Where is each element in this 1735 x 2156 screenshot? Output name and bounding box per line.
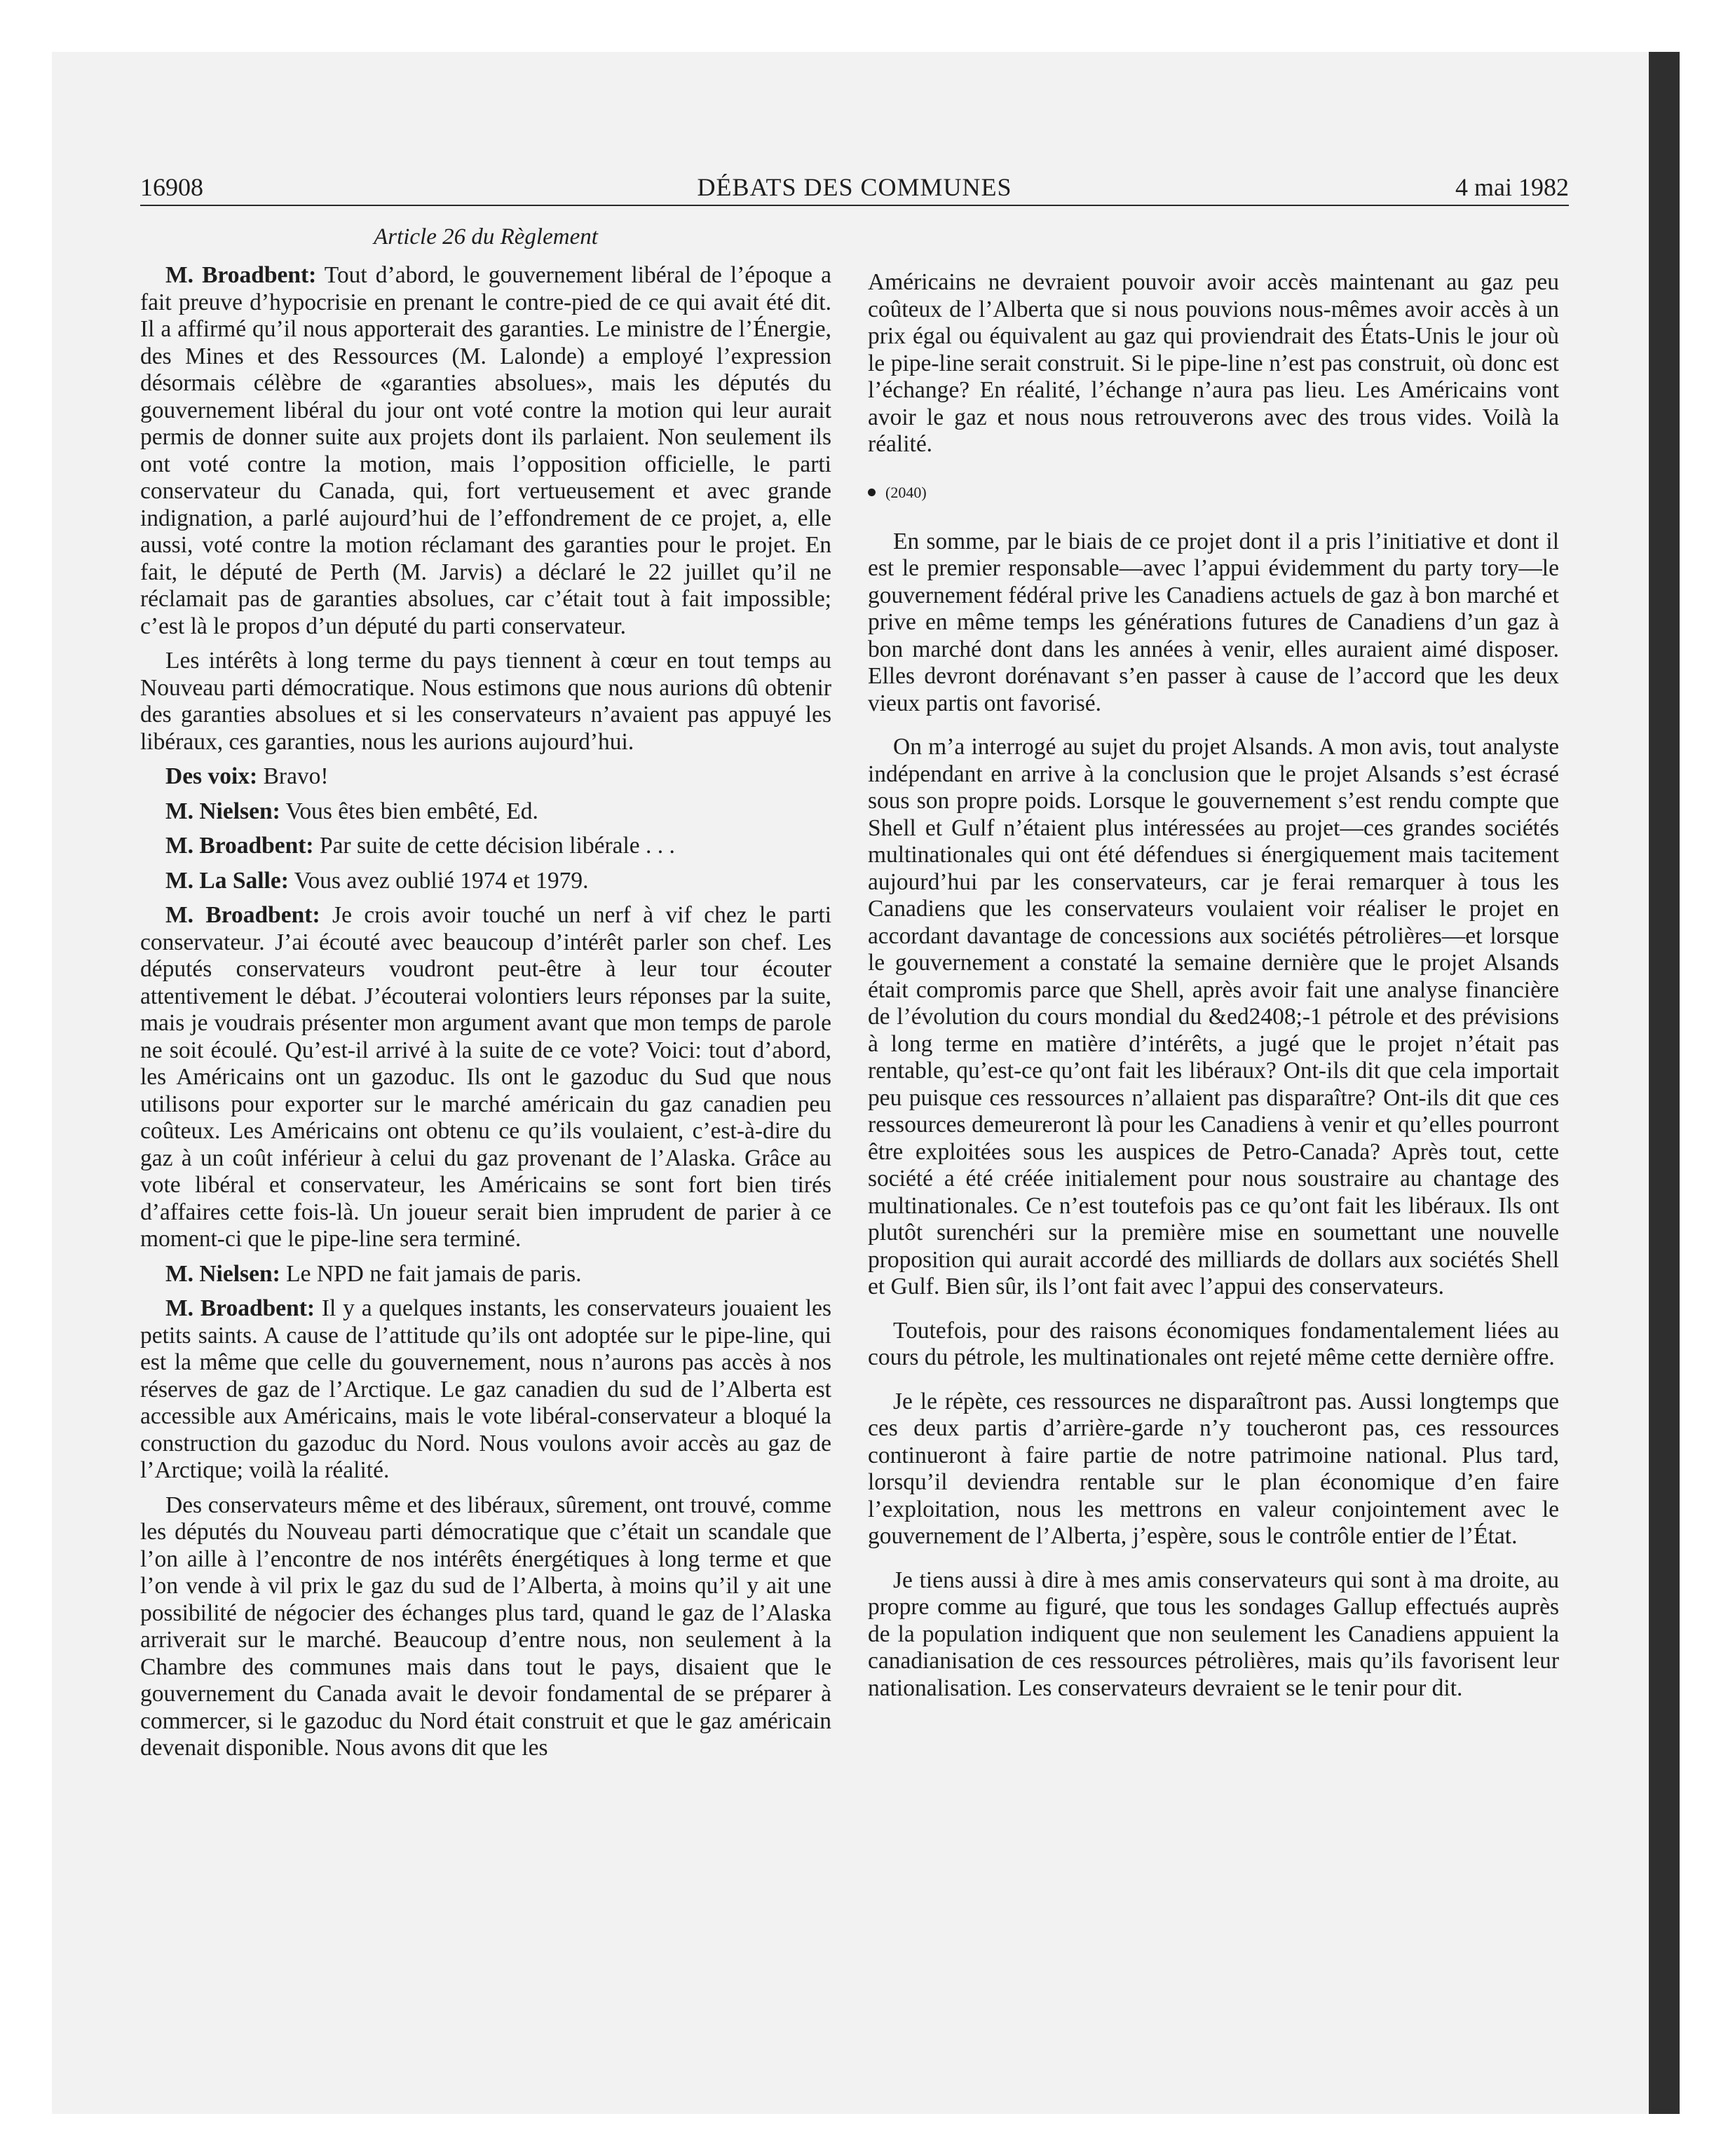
- speech-paragraph: [140, 1261, 831, 1288]
- speech-paragraph: [140, 868, 831, 895]
- right-column: [868, 269, 1559, 1702]
- speech-text: Tout d’abord, le gouvernement libéral de l’époque a fait preuve d’hypocrisie en prenant le contre-pied de ce qui avait été dit. Il a affirmé qu’il nous apporterait des garanties. Le ministre de l’Énergie, des Mines et des Ressources (M. Lalonde) a employé l’expression désormais célèbre de «garanties absolues», mais les députés du gouvernement libéral du jour ont voté contre la motion qui leur aurait permis de donner suite aux projets dont ils parlaient. Non seulement ils ont voté contre la motion, mais l’opposition officielle, le parti conservateur du Canada, qui, fort vertueusement et avec grande indignation, a parlé aujourd’hui de l’effondrement de ce projet, a, elle aussi, voté contre la motion réclamant des garanties pour le projet. En fait, le député de Perth (M. Jarvis) a déclaré le 22 juillet qu’il ne réclamait pas de garanties absolues, car c’était tout à fait impossible; c’est là le propos d’un député du parti conservateur.: [140, 262, 831, 639]
- running-header: [140, 172, 1569, 206]
- speaker-name: M. Nielsen:: [165, 798, 280, 824]
- speaker-name: M. Broadbent:: [165, 902, 320, 928]
- speech-paragraph: [140, 763, 831, 791]
- speech-paragraph: [140, 833, 831, 860]
- left-column: [140, 223, 831, 1762]
- bullet-icon: [868, 489, 876, 496]
- speaker-name: Des voix:: [165, 763, 258, 789]
- speaker-name: M. Nielsen:: [165, 1260, 280, 1287]
- speech-paragraph: [140, 1492, 831, 1762]
- speech-paragraph: [140, 798, 831, 826]
- journal-title: DÉBATS DES COMMUNES: [697, 173, 1012, 201]
- continued-paragraph: Américains ne devraient pouvoir avoir accès maintenant au gaz peu coûteux de l’Alberta que si nous pouvions nous-mêmes avoir accès à un prix égal ou équivalent au gaz qui proviendrait des États-Unis le jour où le pipe-line serait construit. Si le pipe-line n’est pas construit, où donc est l’échange? En réalité, l’échange n’aura pas lieu. Les Américains vont avoir le gaz et nous nous retrouverons avec des trous vides. Voilà la réalité.: [868, 269, 1559, 457]
- section-heading: Article 26 du Règlement: [374, 224, 598, 250]
- speech-paragraph: [140, 902, 831, 1253]
- time-marker: [868, 482, 1559, 503]
- speech-paragraph: Toutefois, pour des raisons économiques fondamentalement liées au cours du pétrole, les multinationales ont rejeté même cette dernière offre.: [868, 1317, 1559, 1370]
- page-binding-edge: [1649, 52, 1680, 2114]
- speech-text: Vous êtes bien embêté, Ed.: [280, 798, 538, 824]
- speech-text: Le NPD ne fait jamais de paris.: [280, 1260, 582, 1287]
- speech-text: Bravo!: [257, 763, 329, 789]
- speech-text: Par suite de cette décision libérale . . .: [313, 833, 675, 859]
- speech-text: Il y a quelques instants, les conservateurs jouaient les petits saints. A cause de l’attitude qu’ils ont adoptée sur le pipe-line, qui est la même que celle du gouvernement, nous n’aurons pas accès à nos réserves de gaz de l’Arctique. Le gaz canadien du sud de l’Alberta est accessible aux Américains, mais le vote libéral-conservateur a bloqué la construction du gazoduc du Nord. Nous voulons avoir accès au gaz de l’Arctique; voilà la réalité.: [140, 1295, 831, 1483]
- speech-text: Les intérêts à long terme du pays tiennent à cœur en tout temps au Nouveau parti démocratique. Nous estimons que nous aurions dû obtenir des garanties absolues et si les conservateurs n’avaient pas appuyé les libéraux, ces garanties, nous les aurions aujourd’hui.: [140, 648, 831, 755]
- speech-paragraph: Je le répète, ces ressources ne disparaîtront pas. Aussi longtemps que ces deux partis d’arrière-garde n’y toucheront pas, ces ressources continueront à faire partie de notre patrimoine national. Plus tard, lorsqu’il deviendra rentable sur le plan économique d’en faire l’exploitation, nous les mettrons en valeur conjointement avec le gouvernement de l’Alberta, j’espère, sous le contrôle entier de l’État.: [868, 1388, 1559, 1549]
- speech-paragraph: [140, 262, 831, 640]
- speech-text: Je crois avoir touché un nerf à vif chez le parti conservateur. J’ai écouté avec beaucoup d’intérêt parler son chef. Les députés conservateurs voudront peut-être à leur tour écouter attentivement le débat. J’écouterai volontiers leurs réponses par la suite, mais je voudrais présenter mon argument avant que mon temps de parole ne soit écoulé. Qu’est-il arrivé à la suite de ce vote? Voici: tout d’abord, les Américains ont un gazoduc. Ils ont le gazoduc du Sud que nous utilisons pour exporter sur le marché américain du gaz canadien peu coûteux. Les Américains ont obtenu ce qu’ils voulaient, c’est-à-dire du gaz à un coût inférieur à celui du gaz provenant de l’Alaska. Grâce au vote libéral et conservateur, les Américains se sont fort bien tirés d’affaires cette fois-là. Un joueur serait bien imprudent de parier à ce moment-ci que le pipe-line sera terminé.: [140, 902, 831, 1252]
- speaker-name: M. Broadbent:: [165, 833, 314, 859]
- speech-paragraph: En somme, par le biais de ce projet dont il a pris l’initiative et dont il est le premier responsable—avec l’appui évidemment du party tory—le gouvernement fédéral prive les Canadiens actuels de gaz à bon marché et prive en même temps les générations futures de Canadiens d’un gaz à bon marché dont dans les années à venir, elles auraient aimé disposer. Elles devront dorénavant s’en passer à cause de l’accord que les deux vieux partis ont favorisé.: [868, 528, 1559, 716]
- speaker-name: M. Broadbent:: [165, 1295, 315, 1321]
- speech-paragraph: Je tiens aussi à dire à mes amis conservateurs qui sont à ma droite, au propre comme au figuré, que tous les sondages Gallup effectués auprès de la population indiquent que non seulement les Canadiens appuient la canadianisation de ces ressources pétrolières, mais qu’ils favorisent leur nationalisation. Les conservateurs devraient se le tenir pour dit.: [868, 1567, 1559, 1701]
- speech-text: Des conservateurs même et des libéraux, sûrement, ont trouvé, comme les députés du Nouveau parti démocratique que c’était un scandale que l’on aille à l’encontre de nos intérêts énergétiques à long terme et que l’on vende à vil prix le gaz du sud de l’Alberta, à moins qu’il y ait une possibilité de négocier des échanges plus tard, quand le gaz de l’Alaska arriverait sur le marché. Beaucoup d’entre nous, non seulement à la Chambre des communes mais dans tout le pays, disaient que le gouvernement du Canada avait le devoir fondamental de se préparer à commercer, si le gazoduc du Nord était construit et que le gaz américain devenait disponible. Nous avons dit que les: [140, 1492, 831, 1761]
- page-date: 4 mai 1982: [1455, 173, 1569, 201]
- time-marker-label: (2040): [885, 483, 927, 501]
- speech-paragraph: [140, 1295, 831, 1485]
- speech-paragraph: [140, 648, 831, 756]
- speech-paragraph: On m’a interrogé au sujet du projet Alsands. A mon avis, tout analyste indépendant en arrive à la conclusion que le projet Alsands s’est écrasé sous son propre poids. Lorsque le gouvernement s’est rendu compte que Shell et Gulf n’étaient plus intéressées au projet—ces grandes sociétés multinationales qui ont été défendues si énergiquement mais tacitement aujourd’hui par les conservateurs, car je ferai remarquer à tous les Canadiens que les conservateurs voulaient voir réaliser le projet en accordant davantage de concessions aux sociétés pétrolières—et lorsque le gouvernement a constaté la semaine dernière que le projet Alsands était compromis parce que Shell, après avoir fait une analyse financière de l’évolution du cours mondial du &ed2408;-1 pétrole et des prévisions à long terme en matière d’intérêts, a jugé que le projet n’était pas rentable, qu’est-ce qu’ont fait les libéraux? Ont-ils dit que cela importait peu puisque ces ressources n’allaient pas disparaître? Ont-ils dit que ces ressources demeureront là pour les Canadiens à venir et qu’elles pourront être exploitées sous les auspices de Petro-Canada? Après tout, cette société a été créée initialement pour nous soustraire au chantage des multinationales. Ce n’est toutefois pas ce qu’ont fait les libéraux. Ils ont plutôt surenchéri sur la première mise en soumettant une nouvelle proposition qui aurait accordé des milliards de dollars aux sociétés Shell et Gulf. Bien sûr, ils l’ont fait avec l’appui des conservateurs.: [868, 734, 1559, 1299]
- page-number: 16908: [140, 173, 203, 201]
- speaker-name: M. La Salle:: [165, 867, 289, 894]
- speech-text: Vous avez oublié 1974 et 1979.: [288, 867, 589, 894]
- speaker-name: M. Broadbent:: [165, 262, 317, 288]
